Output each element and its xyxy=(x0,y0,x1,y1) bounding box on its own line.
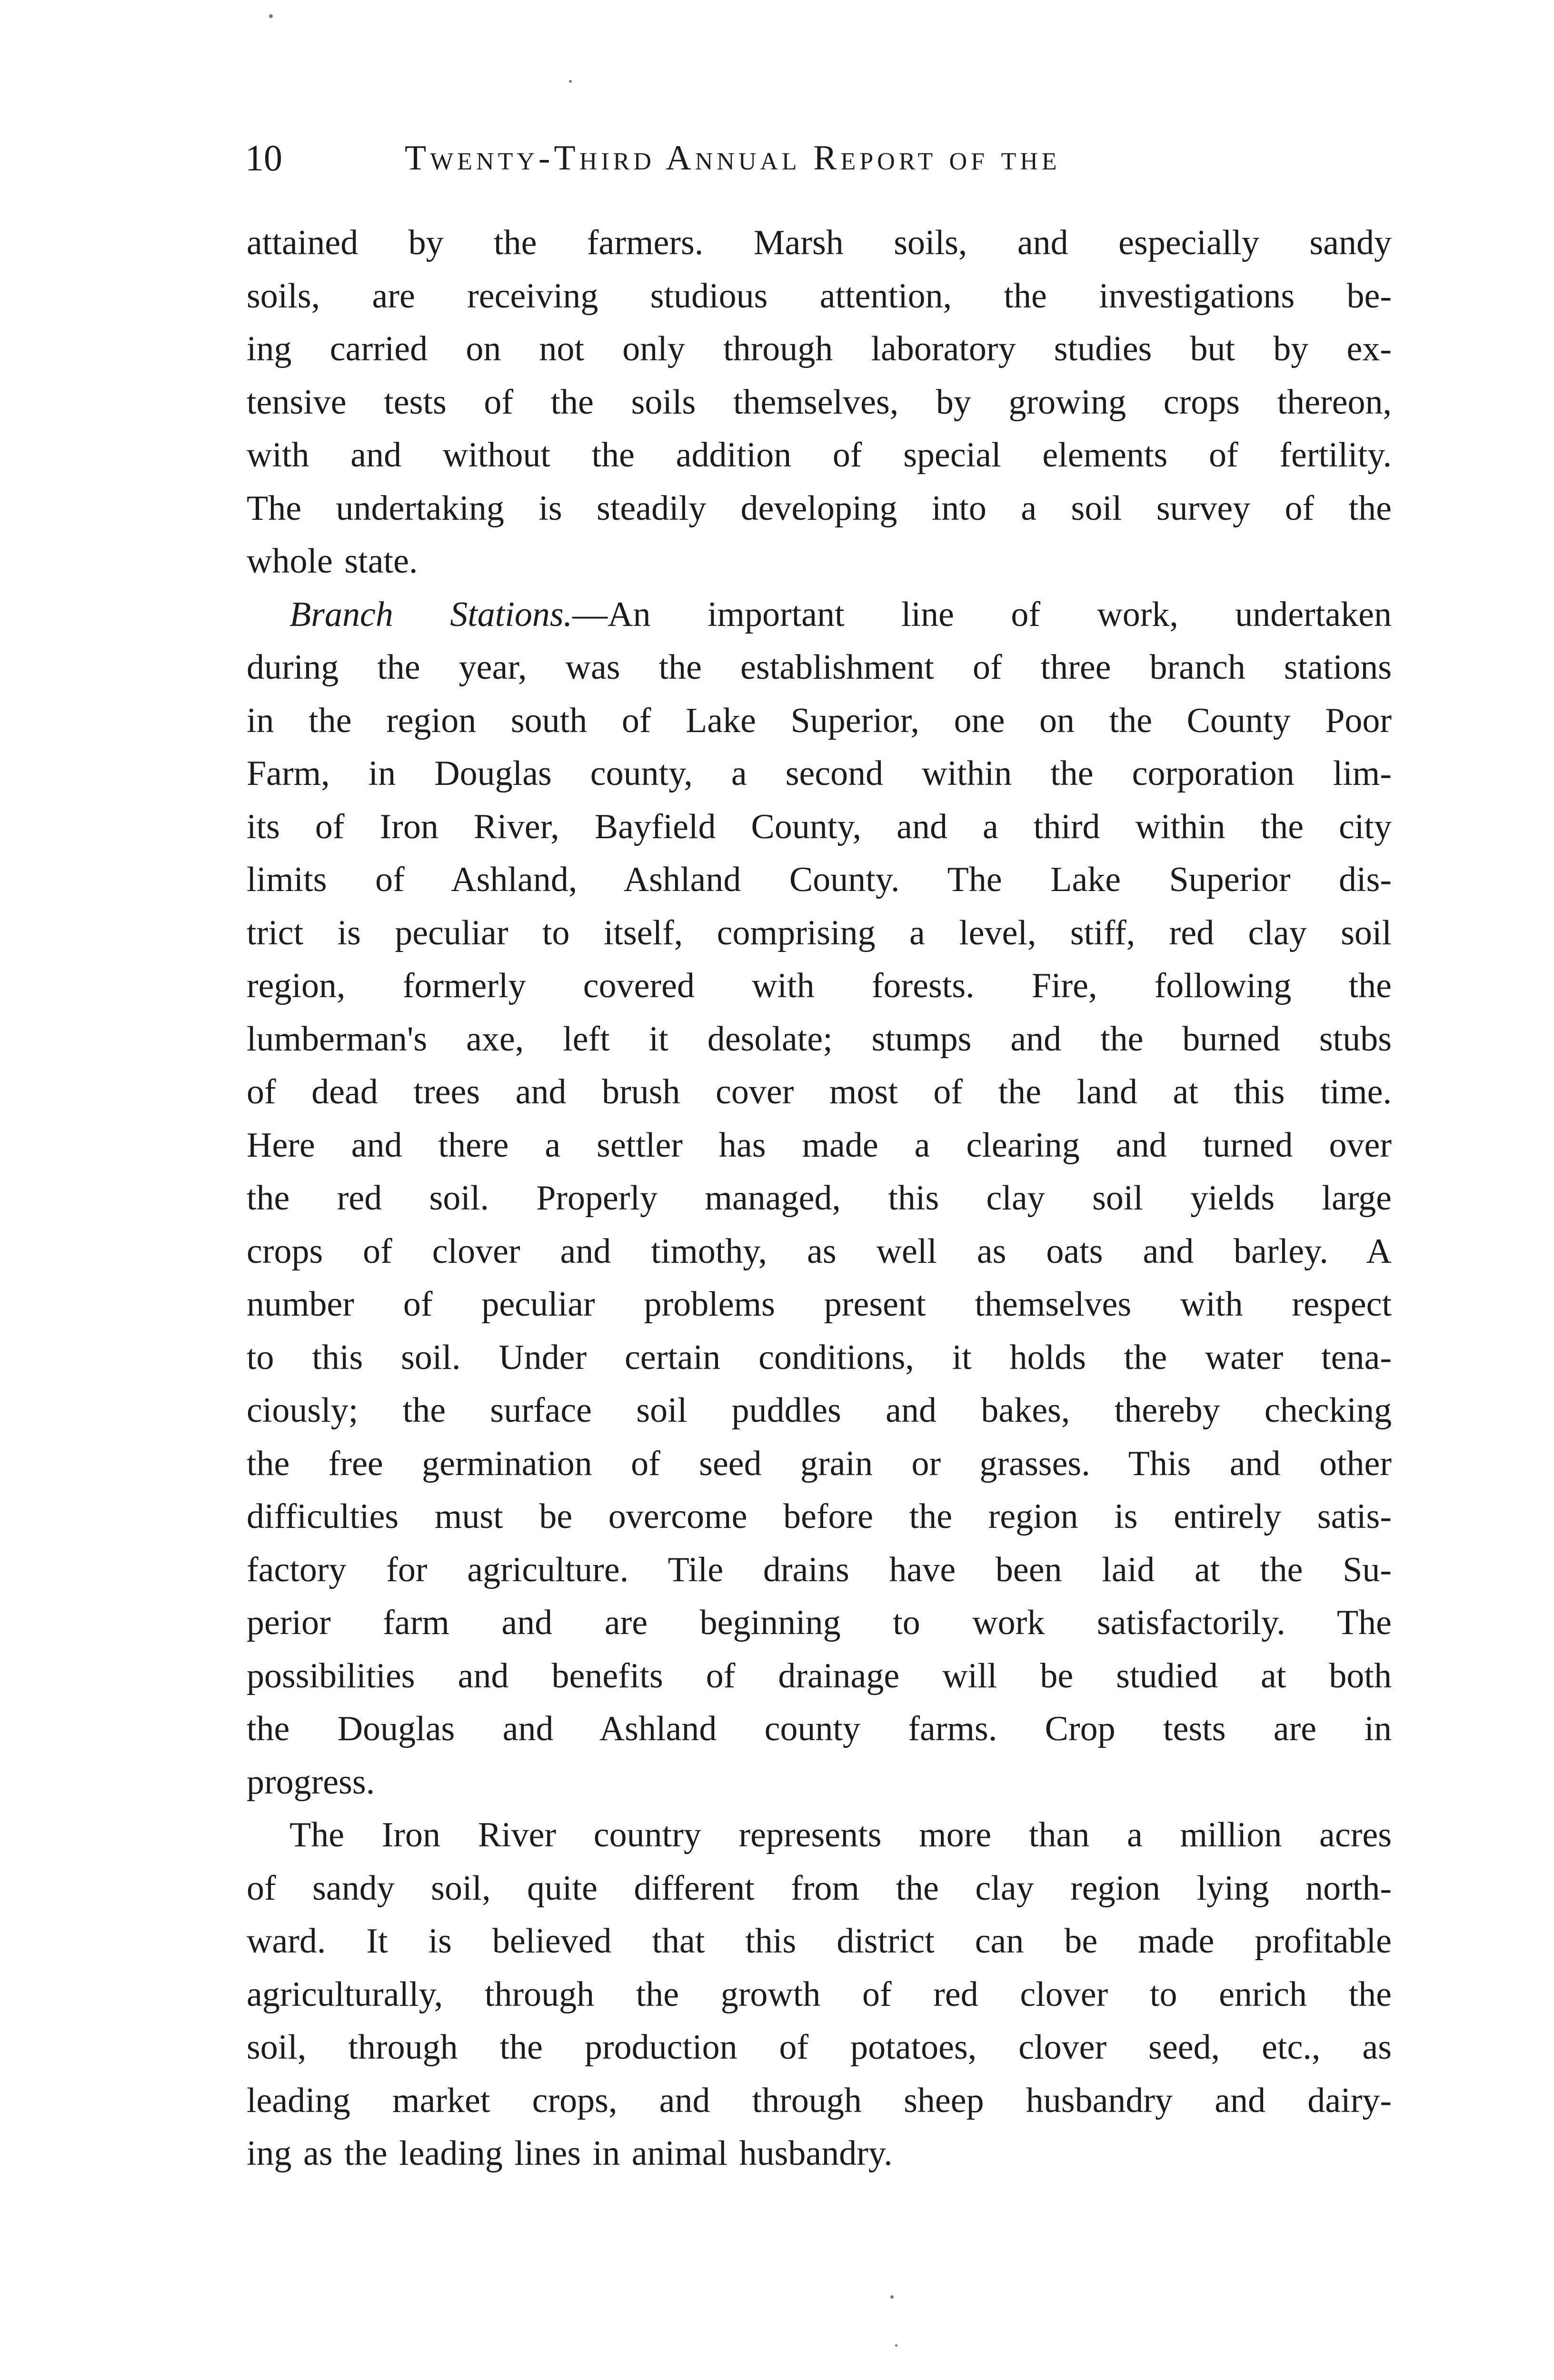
text-line: attained by the farmers. Marsh soils, and especially sandy xyxy=(247,223,1392,262)
text-line: whole state. xyxy=(247,542,418,581)
text-line: ing carried on not only through laboratory studies but by ex- xyxy=(247,329,1392,368)
running-title: Twenty-Third Annual Report of the xyxy=(405,139,1061,178)
scan-speck xyxy=(895,2344,897,2347)
text-line: The Iron River country represents more than a million acres xyxy=(289,1815,1392,1854)
text-line: progress. xyxy=(247,1762,375,1802)
text-line: ing as the leading lines in animal husbandry. xyxy=(247,2134,893,2173)
text-line: number of peculiar problems present themselves with respect xyxy=(247,1285,1392,1324)
text-line: agriculturally, through the growth of red clover to enrich the xyxy=(247,1974,1392,2014)
text-line: The undertaking is steadily developing into a soil survey of the xyxy=(247,488,1392,528)
text-line: its of Iron River, Bayfield County, and a third within the city xyxy=(247,807,1392,846)
text-line: ciously; the surface soil puddles and bakes, thereby checking xyxy=(247,1391,1392,1430)
paragraph-2 xyxy=(247,588,1392,1809)
text-line: of sandy soil, quite different from the clay region lying north- xyxy=(247,1868,1392,1908)
text-line: difficulties must be overcome before the region is entirely satis- xyxy=(247,1497,1392,1536)
section-heading: Branch Stations. xyxy=(289,595,573,634)
text-line: to this soil. Under certain conditions, it holds the water tena- xyxy=(247,1338,1392,1377)
text-line: possibilities and benefits of drainage will be studied at both xyxy=(247,1656,1392,1696)
scan-speck xyxy=(569,80,572,83)
text-line: leading market crops, and through sheep husbandry and dairy- xyxy=(247,2081,1392,2120)
text-line: soil, through the production of potatoes, clover seed, etc., as xyxy=(247,2028,1392,2067)
text-line: the red soil. Properly managed, this clay soil yields large xyxy=(247,1179,1392,1218)
text-line: with and without the addition of special elements of fertility. xyxy=(247,436,1392,475)
text-line: perior farm and are beginning to work satisfactorily. The xyxy=(247,1603,1392,1642)
text-line: factory for agriculture. Tile drains have been laid at the Su- xyxy=(247,1550,1392,1589)
text-line: soils, are receiving studious attention, the investigations be- xyxy=(247,276,1392,316)
text-line: tensive tests of the soils themselves, by growing crops thereon, xyxy=(247,382,1392,422)
page-number: 10 xyxy=(245,137,282,178)
text-line: in the region south of Lake Superior, one on the County Poor xyxy=(247,701,1392,740)
paragraph-1 xyxy=(247,217,1392,588)
scan-speck xyxy=(269,14,273,18)
text-line: Farm, in Douglas county, a second within the corporation lim- xyxy=(247,754,1392,793)
text-line: limits of Ashland, Ashland County. The Lake Superior dis- xyxy=(247,860,1392,899)
text-line: the Douglas and Ashland county farms. Crop tests are in xyxy=(247,1709,1392,1748)
text-line: the free germination of seed grain or grasses. This and other xyxy=(247,1444,1392,1483)
text-line: of dead trees and brush cover most of the land at this time. xyxy=(247,1072,1392,1111)
text-line: crops of clover and timothy, as well as oats and barley. A xyxy=(247,1231,1392,1271)
text-line: lumberman's axe, left it desolate; stumps and the burned stubs xyxy=(247,1019,1392,1059)
body-text xyxy=(247,217,1392,2181)
page-header xyxy=(245,134,1307,191)
scan-speck xyxy=(890,2295,894,2299)
text-line: region, formerly covered with forests. Fire, following the xyxy=(247,966,1392,1005)
text-line: Here and there a settler has made a clearing and turned over xyxy=(247,1125,1392,1165)
text-line: trict is peculiar to itself, comprising a level, stiff, red clay soil xyxy=(247,913,1392,952)
heading-line-rest: —An important line of work, undertaken xyxy=(572,595,1392,634)
paragraph-3 xyxy=(247,1809,1392,2181)
text-line: ward. It is believed that this district can be made profitable xyxy=(247,1922,1392,1961)
text-line: during the year, was the establishment of three branch stations xyxy=(247,648,1392,687)
text-line xyxy=(247,588,1392,642)
